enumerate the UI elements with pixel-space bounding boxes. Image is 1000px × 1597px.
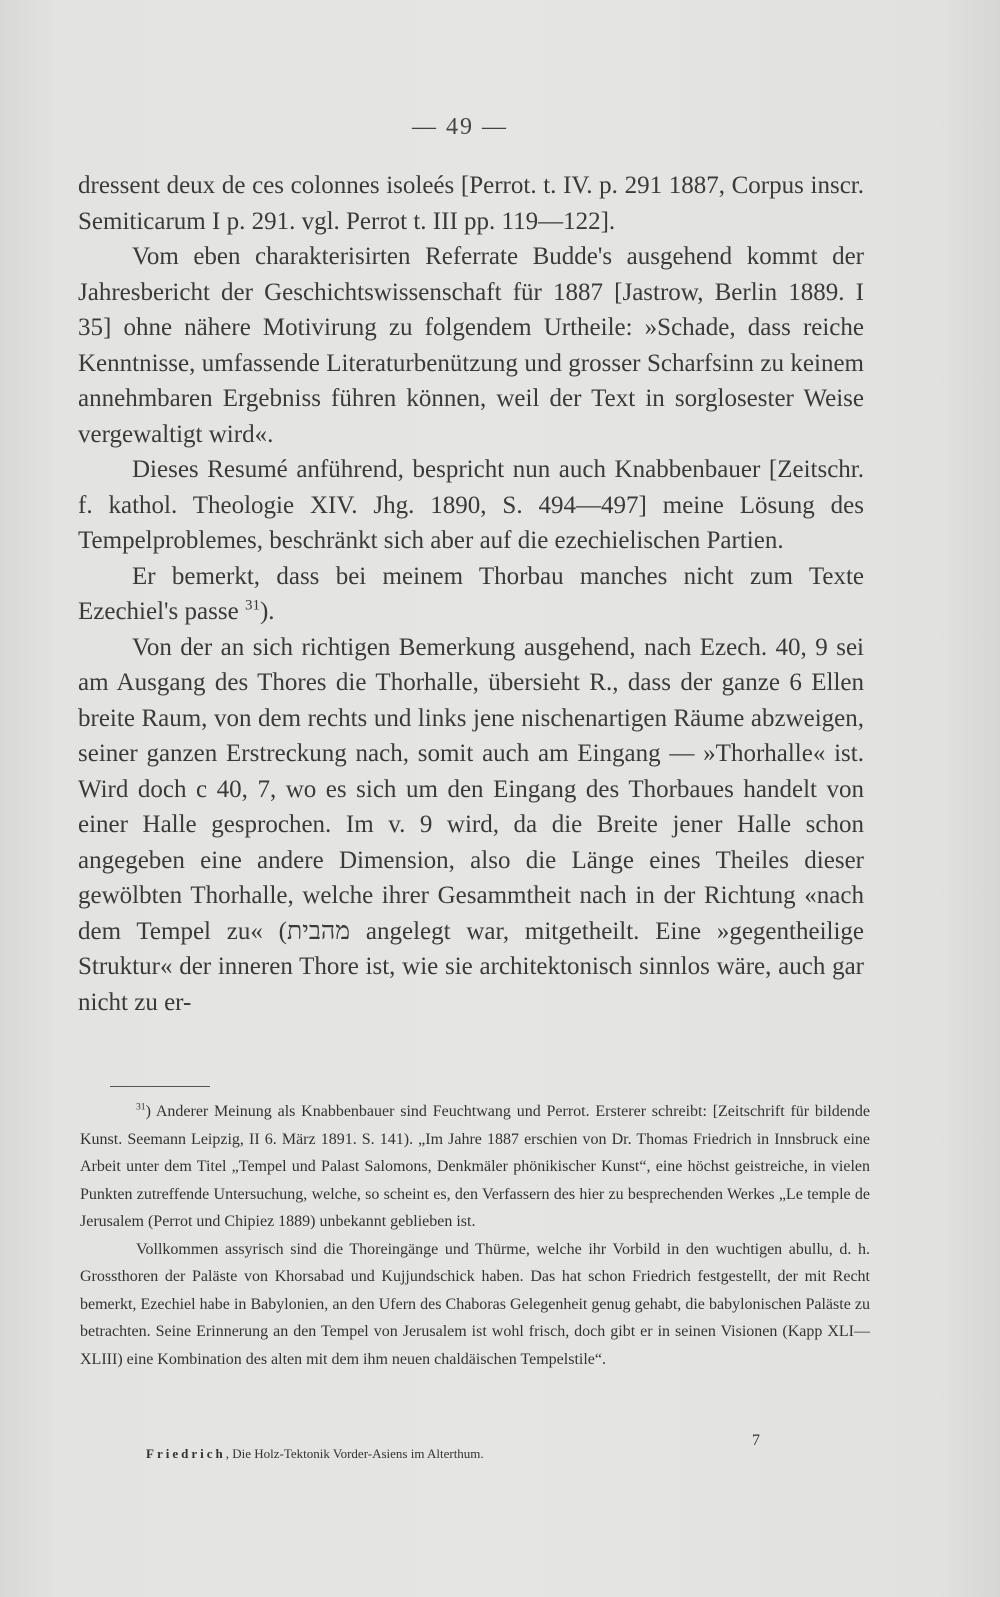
footnotes	[80, 1098, 870, 1373]
footnote-reference: 31	[244, 597, 260, 614]
paragraph-1: dressent deux de ces colonnes isoleés [Perrot. t. IV. p. 291 1887, Corpus inscr. Semiticarum I p. 291. vgl. Perrot t. III pp. 119—122].	[78, 172, 864, 235]
sheet-signature-number: 7	[752, 1432, 760, 1449]
page-number: — 49 —	[412, 114, 508, 140]
paragraph-3: Dieses Resumé anführend, bespricht nun auch Knabbenbauer [Zeitschr. f. kathol. Theologie XIV. Jhg. 1890, S. 494—497] meine Lösung des Tempelproblemes, beschränkt sich aber auf die ezechielischen Partien.	[78, 456, 864, 554]
footnote-31	[80, 1098, 870, 1236]
signature-author: Friedrich	[146, 1446, 226, 1461]
paragraph-5: Von der an sich richtigen Bemerkung ausgehend, nach Ezech. 40, 9 sei am Ausgang des Thores die Thorhalle, übersieht R., dass der ganze 6 Ellen breite Raum, von dem rechts und links jene nischenartigen Räume abzweigen, seiner ganzen Erstreckung nach, somit auch am Eingang — »Thorhalle« ist. Wird doch c 40, 7, wo es sich um den Eingang des Thorbaues handelt von einer Halle gesprochen. Im v. 9 wird, da die Breite jener Halle schon angegeben eine andere Dimension, also die Länge eines Theiles dieser gewölbten Thorhalle, welche ihrer Gesammtheit nach in der Richtung «nach dem Tempel zu« (מהבית angelegt war, mitgetheilt. Eine »gegentheilige Struktur« der inneren Thore ist, wie sie architektonisch sinnlos wäre, auch gar nicht zu er-	[78, 633, 865, 1016]
paragraph-2: Vom eben charakterisirten Referrate Budde's ausgehend kommt der Jahresbericht der Geschichtswissenschaft für 1887 [Jastrow, Berlin 1889. I 35] ohne nähere Motivirung zu folgendem Urtheile: »Schade, dass reiche Kenntnisse, umfassende Literaturbenützung und grosser Scharfsinn zu keinem annehmbaren Ergebniss führen können, weil der Text in sorglosester Weise vergewaltigt wird«.	[78, 243, 864, 448]
footnote-marker: 31	[136, 1101, 146, 1113]
paragraph-4	[78, 559, 864, 630]
paragraph-4-text-end: ).	[259, 598, 275, 625]
footnote-separator	[110, 1086, 210, 1087]
footnote-continuation: Vollkommen assyrisch sind die Thoreingänge und Thürme, welche ihr Vorbild in den wuchtigen abullu, d. h. Grossthoren der Paläste von Khorsabad und Kujjundschick haben. Das hat schon Friedrich festgestellt, der mit Recht bemerkt, Ezechiel habe in Babylonien, an den Ufern des Chaboras Gelegenheit genug gehabt, die babylonischen Paläste zu betrachten. Seine Erinnerung an den Tempel von Jerusalem ist wohl frisch, doch gibt er in seinen Visionen (Kapp XLI—XLIII) eine Kombination des alten mit dem ihm neuen chaldäischen Tempelstile“.	[80, 1240, 870, 1368]
main-text-body	[78, 168, 864, 1020]
paragraph-4-text: Er bemerkt, dass bei meinem Thorbau manches nicht zum Texte Ezechiel's passe	[78, 562, 864, 625]
signature-title: , Die Holz-Tektonik Vorder-Asiens im Alterthum.	[225, 1446, 484, 1461]
footnote-31-text: ) Anderer Meinung als Knabbenbauer sind Feuchtwang und Perrot. Ersterer schreibt: [Zeitschrift für bildende Kunst. Seemann Leipzig, II 6. März 1891. S. 141). „Im Jahre 1887 erschien von Dr. Thomas Friedrich in Innsbruck eine Arbeit unter dem Titel „Tempel und Palast Salomons, Denkmäler phönikischer Kunst“, eine höchst geistreiche, in vielen Punkten zutreffende Untersuchung, welche, so scheint es, den Verfassern des hier zu besprechenden Werkes „Le temple de Jerusalem (Perrot und Chipiez 1889) unbekannt geblieben ist.	[80, 1103, 870, 1230]
printer-signature-line	[146, 1446, 484, 1462]
